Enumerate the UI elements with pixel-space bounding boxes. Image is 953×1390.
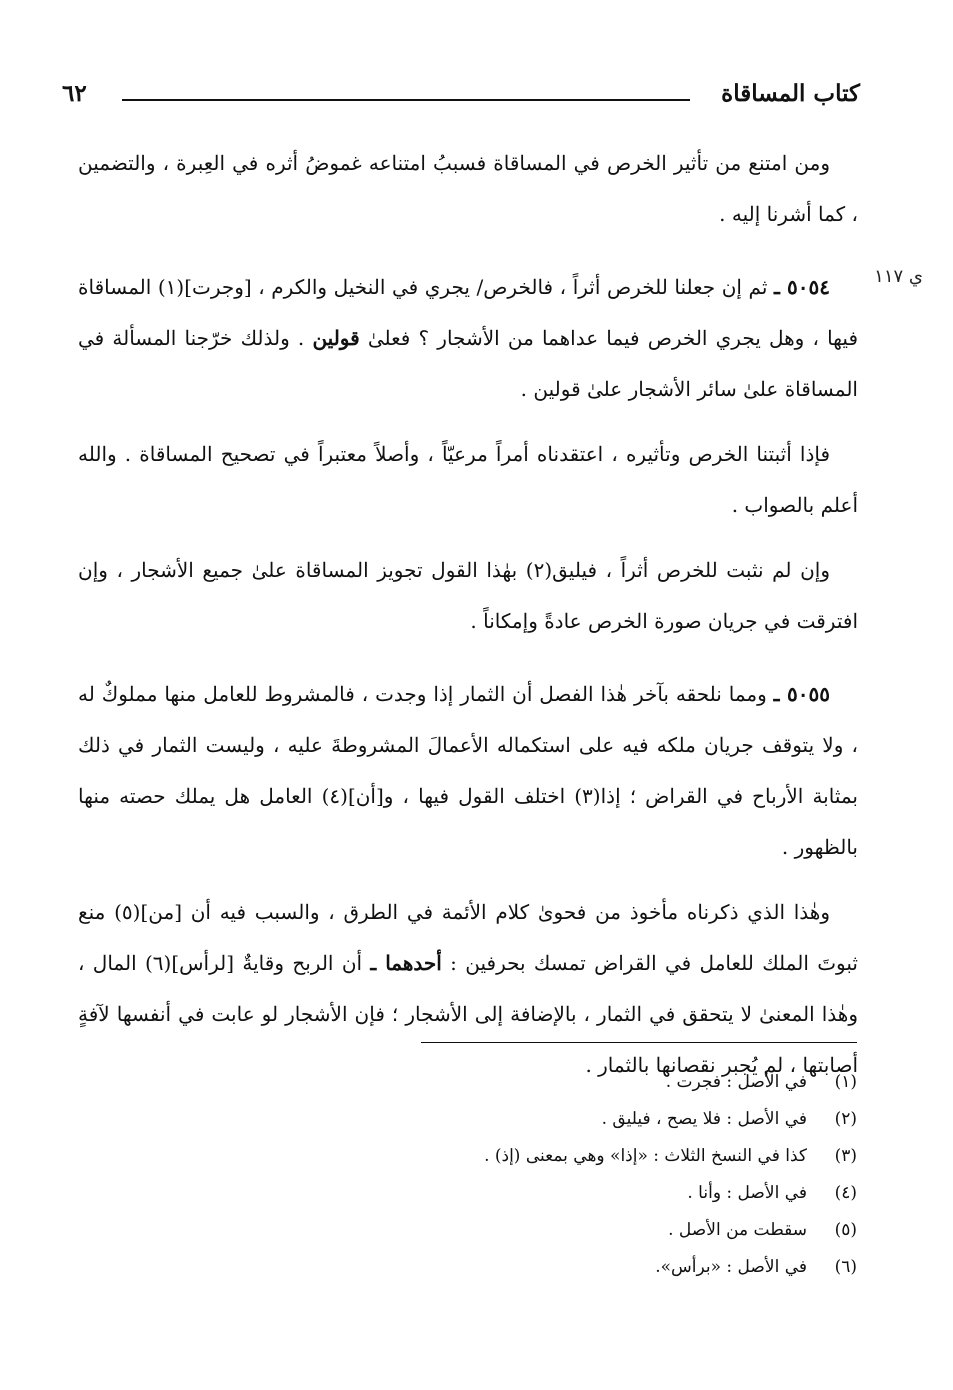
footnote-text: في الأصل : فجرت . [665, 1072, 807, 1092]
footnote-text: كذا في النسخ الثلاث : «إذا» وهي بمعنى (إذ) . [484, 1146, 807, 1166]
page-number: ٦٢ [62, 80, 87, 107]
footnote-text: في الأصل : «برأس». [655, 1257, 807, 1277]
paragraph-text: وإن لم نثبت للخرص أثراً ، فيليق(٢) بهٰذا القول تجويز المساقاة علىٰ جميع الأشجار ، وإن افترقت في جريان صورة الخرص عادةً وإمكاناً . [78, 558, 858, 633]
footnote-text: سقطت من الأصل . [668, 1220, 807, 1240]
paragraph-text: وهٰذا الذي ذكرناه مأخوذ من فحوىٰ كلام الأئمة في الطرق ، والسبب فيه أن [من](٥) منع ثبوتَ الملك للعامل في القراض تمسك بحرفين : [78, 900, 858, 975]
paragraph-text: ثم إن جعلنا للخرص أثراً ، فالخرص/ يجري في النخيل والكرم ، [وجرت](١) المساقاة فيها ، وهل يجري الخرص فيما عداهما من الأشجار ؟ فعلىٰ [78, 275, 858, 350]
paragraph-1 [78, 138, 858, 240]
paragraph-text-continued: . ولذلك خرّجنا المسألة في المساقاة علىٰ سائر الأشجار علىٰ قولين . [78, 326, 858, 401]
section-number: ٥٠٥٤ ـ [773, 275, 830, 299]
main-text [78, 138, 858, 1091]
paragraph-text: ومما نلحقه بآخر هٰذا الفصل أن الثمار إذا وجدت ، فالمشروط للعامل منها مملوكٌ له ، ولا يتوقف جريان ملكه فيه على استكماله الأعمالَ المشروطةَ عليه ، وليست الثمار في ذلك بمثابة الأرباح في القراض ؛ إذا(٣) اختلف القول فيها ، و[أن](٤) العامل هل يملك حصته منها بالظهور . [78, 682, 858, 859]
footnote-item [97, 1064, 857, 1101]
footnote-number: (٦) [834, 1257, 857, 1277]
footnote-text: في الأصل : فلا يصح ، فيليق . [601, 1109, 807, 1129]
running-header [60, 80, 860, 116]
footnote-number: (١) [834, 1072, 857, 1092]
header-rule [122, 99, 690, 101]
footnotes [97, 1064, 857, 1286]
footnote-item [97, 1175, 857, 1212]
paragraph-text-continued: أن الربح وقايةٌ [لرأس](٦) المال ، وهٰذا المعنىٰ لا يتحقق في الثمار ، بالإضافة إلى الأشجار ؛ فإن الأشجار لو عابت في أنفسها لآفةٍ أصابتها ، لم يُجبر نقصانها بالثمار . [78, 951, 858, 1077]
section-number: ٥٠٥٥ ـ [773, 682, 831, 706]
footnote-number: (٣) [834, 1146, 857, 1166]
footnote-item [97, 1101, 857, 1138]
margin-reference: ي ١١٧ [874, 266, 923, 287]
paragraph-5054 [78, 262, 858, 415]
footnote-number: (٥) [834, 1220, 857, 1240]
paragraph-5055 [78, 669, 858, 873]
paragraph-3 [78, 429, 858, 531]
bold-term: أحدهما ـ [370, 951, 442, 975]
footnote-separator [421, 1042, 857, 1043]
paragraph-4 [78, 545, 858, 647]
footnote-item [97, 1249, 857, 1286]
footnote-item [97, 1138, 857, 1175]
footnote-number: (٤) [834, 1183, 857, 1203]
footnote-item [97, 1212, 857, 1249]
paragraph-text: ومن امتنع من تأثير الخرص في المساقاة فسببُ امتناعه غموضُ أثره في العِبرة ، والتضمين ، كما أشرنا إليه . [78, 151, 858, 226]
footnote-text: في الأصل : وأنا . [687, 1183, 807, 1203]
chapter-title: كتاب المساقاة [721, 80, 860, 107]
bold-term: قولين [312, 326, 360, 350]
paragraph-text: فإذا أثبتنا الخرص وتأثيره ، اعتقدناه أمراً مرعيّاً ، وأصلاً معتبراً في تصحيح المساقاة . والله أعلم بالصواب . [78, 442, 858, 517]
footnote-number: (٢) [834, 1109, 857, 1129]
paragraph-6 [78, 887, 858, 1091]
